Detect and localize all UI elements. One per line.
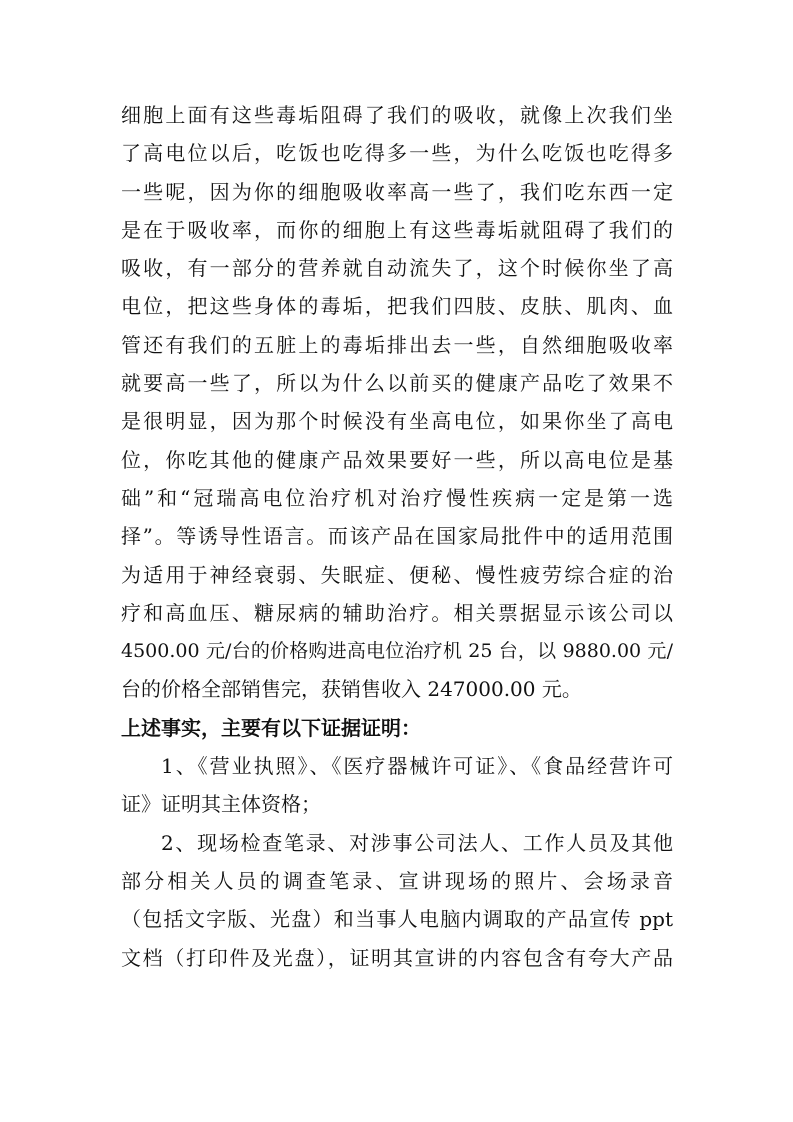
text-line: 台的价格全部销售完，获销售收入 247000.00 元。: [121, 677, 582, 702]
text-line: 就要高一些了，所以为什么以前买的健康产品吃了效果不: [121, 371, 673, 396]
text-line: 管还有我们的五脏上的毒垢排出去一些，自然细胞吸收率: [121, 332, 673, 357]
text-line: 吸收，有一部分的营养就自动流失了，这个时候你坐了高: [121, 256, 673, 281]
text-line: 文档（打印件及光盘），证明其宣讲的内容包含有夸大产品: [121, 945, 673, 970]
text-line: 证》证明其主体资格；: [121, 792, 321, 817]
text-line: 2、现场检查笔录、对涉事公司法人、工作人员及其他: [161, 830, 673, 855]
paragraph-body: [121, 96, 673, 709]
section-heading: 上述事实，主要有以下证据证明：: [121, 715, 421, 740]
text-line: 部分相关人员的调查笔录、宣讲现场的照片、会场录音: [121, 868, 673, 893]
text-line: 为适用于神经衰弱、失眠症、便秘、慢性疲劳综合症的治: [121, 562, 673, 587]
text-line: 择”。等诱导性语言。而该产品在国家局批件中的适用范围: [121, 524, 673, 549]
text-line: 是在于吸收率，而你的细胞上有这些毒垢就阻碍了我们的: [121, 217, 673, 242]
text-line: （包括文字版、光盘）和当事人电脑内调取的产品宣传 ppt: [121, 907, 673, 932]
text-line: 位，你吃其他的健康产品效果要好一些，所以高电位是基: [121, 447, 673, 472]
text-line: 一些呢，因为你的细胞吸收率高一些了，我们吃东西一定: [121, 179, 673, 204]
text-line: 细胞上面有这些毒垢阻碍了我们的吸收，就像上次我们坐: [121, 103, 673, 127]
text-line: 础”和“冠瑞高电位治疗机对治疗慢性疾病一定是第一选: [121, 485, 673, 510]
text-line: 是很明显，因为那个时候没有坐高电位，如果你坐了高电: [121, 409, 673, 434]
evidence-item-1: [121, 747, 673, 824]
document-page: [121, 96, 673, 977]
text-line: 电位，把这些身体的毒垢，把我们四肢、皮肤、肌肉、血: [121, 294, 673, 319]
text-line: 了高电位以后，吃饭也吃得多一些，为什么吃饭也吃得多: [121, 141, 673, 166]
evidence-item-2: [121, 824, 673, 977]
text-line: 疗和高血压、糖尿病的辅助治疗。相关票据显示该公司以: [121, 600, 673, 625]
text-line: 4500.00 元/台的价格购进高电位治疗机 25 台，以 9880.00 元/: [121, 640, 673, 663]
text-line: 1、《营业执照》、《医疗器械许可证》、《食品经营许可: [161, 754, 673, 779]
